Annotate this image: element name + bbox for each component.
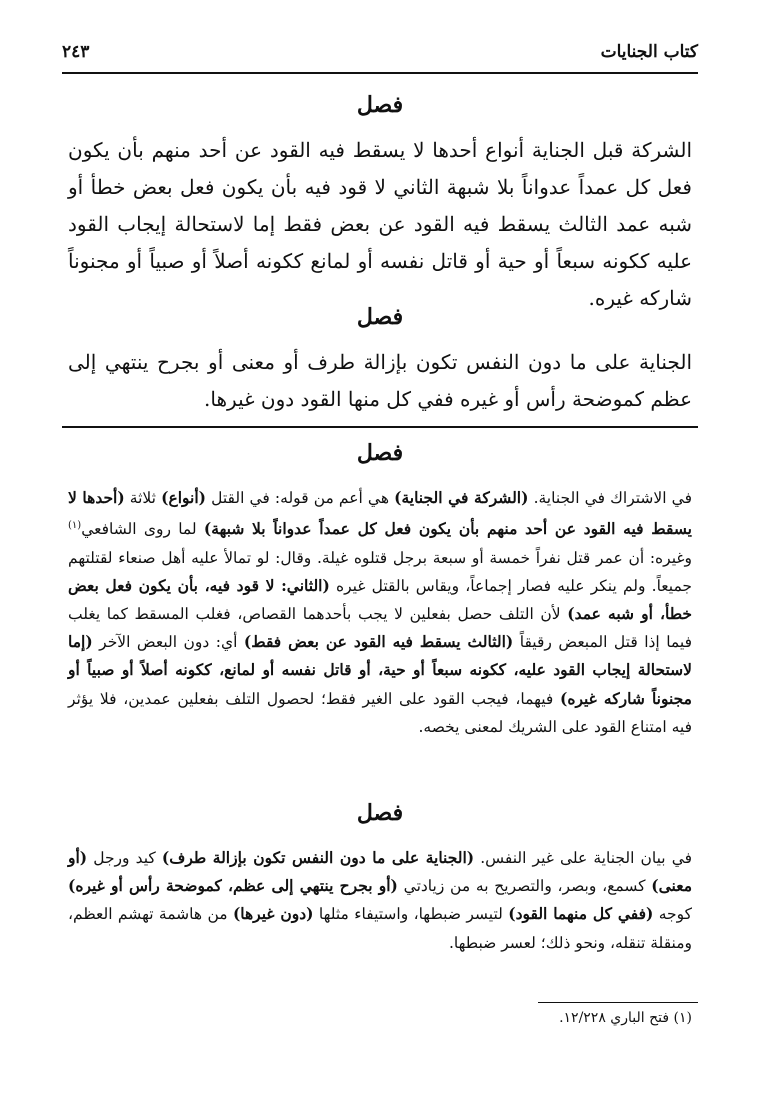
matn-quote: (أنواع)	[161, 488, 206, 507]
matn-quote: (أو معنى)	[68, 848, 692, 896]
running-title: كتاب الجنايات	[600, 42, 698, 62]
section-divider	[62, 426, 698, 428]
commentary-text: هي أعم من قوله: في القتل	[205, 489, 395, 507]
sharh-heading-2: فصل	[356, 800, 404, 826]
footnote: (١) فتح الباري ١٢/٢٢٨.	[559, 1010, 692, 1026]
matn-quote: (أحدها لا يسقط فيه القود عن أحد منهم بأن يكون فعل كل عمداً عدواناً بلا شبهة)	[68, 488, 692, 539]
commentary-text: لأن التلف حصل بفعلين لا يجب بأحدهما القصاص، فغلب المسقط كما يغلب فيما إذا قتل المبعض رقيقاً	[68, 604, 692, 652]
matn-heading-2: فصل	[356, 304, 404, 330]
sharh-paragraph-1	[68, 484, 692, 741]
matn-quote: (الثاني: لا قود فيه، بأن يكون فعل بعض خطأ، أو شبه عمد)	[68, 575, 693, 623]
sharh-paragraph-2	[68, 844, 692, 957]
matn-quote: (إما لاستحالة إيجاب القود عليه، ككونه سبعاً أو حية، أو قاتل نفسه أو لمانع، ككونه أصلاً أو صبياً أو مجنوناً شاركه غيره)	[68, 632, 692, 708]
matn-paragraph-2: الجناية على ما دون النفس تكون بإزالة طرف أو معنى أو بجرح ينتهي إلى عظم كموضحة رأس أو غيره ففي كل منها القود دون غيرها.	[68, 350, 692, 411]
matn-quote: (الشركة في الجناية)	[394, 488, 529, 507]
commentary-text: ثلاثة	[124, 489, 162, 507]
page-header	[62, 38, 698, 74]
commentary-text: وغيره: أن عمر قتل نفراً خمسة أو سبعة برجل قتلوه غيلة. وقال: لو تمالأ عليه أهل صنعاء لقتلتهم جميعاً. ولم ينكر عليه فصار إجماعاً، ويقاس بالقتل غيره	[68, 548, 693, 595]
matn-quote: (ففي كل منهما القود)	[508, 904, 654, 924]
commentary-text: لما روى الشافعي	[81, 520, 204, 539]
commentary-text: في الاشتراك في الجناية.	[528, 489, 692, 507]
commentary-text: فيهما، فيجب القود على الغير فقط؛ لحصول التلف بفعلين عمدين، فلا يؤثر فيه امتناع القود على الشريك لمعنى يخصه.	[68, 689, 692, 736]
commentary-text: كسمع، وبصر، والتصريح به من زيادتي	[397, 877, 652, 896]
matn-quote: (أو بجرح ينتهي إلى عظم، كموضحة رأس أو غيره)	[68, 876, 398, 896]
matn-heading-1: فصل	[356, 92, 404, 118]
matn-paragraph-1: الشركة قبل الجناية أنواع أحدها لا يسقط فيه القود عن أحد منهم بأن يكون فعل كل عمداً عدواناً بلا شبهة الثاني لا قود فيه بأن يكون فعل بعض خطأ أو شبه عمد الثالث يسقط فيه القود عن بعض فقط إما لاستحالة إيجاب القود عليه ككونه سبعاً أو حية أو قاتل نفسه أو لمانع ككونه أصلاً أو صبياً أو مجنوناً شاركه غيره.	[68, 138, 692, 310]
commentary-text: لتيسر ضبطها، واستيفاء مثلها	[313, 905, 509, 924]
page-number: ٢٤٣	[62, 42, 90, 62]
sharh-heading-1: فصل	[356, 440, 404, 466]
commentary-text: من هاشمة تهشم العظم، ومنقلة تنقله، ونحو ذلك؛ لعسر ضبطها.	[68, 905, 692, 952]
footnote-marker: (١)	[68, 520, 82, 532]
commentary-text: كيد ورجل	[87, 849, 162, 867]
footnote-divider	[538, 1002, 698, 1003]
commentary-text: كوجه	[653, 905, 693, 924]
commentary-text: في بيان الجناية على غير النفس.	[474, 849, 693, 867]
commentary-text: أي: دون البعض الآخر	[92, 633, 244, 652]
matn-quote: (دون غيرها)	[232, 904, 314, 924]
matn-quote: (الثالث يسقط فيه القود عن بعض فقط)	[243, 632, 514, 652]
matn-quote: (الجناية على ما دون النفس تكون بإزالة طرف)	[161, 848, 475, 867]
